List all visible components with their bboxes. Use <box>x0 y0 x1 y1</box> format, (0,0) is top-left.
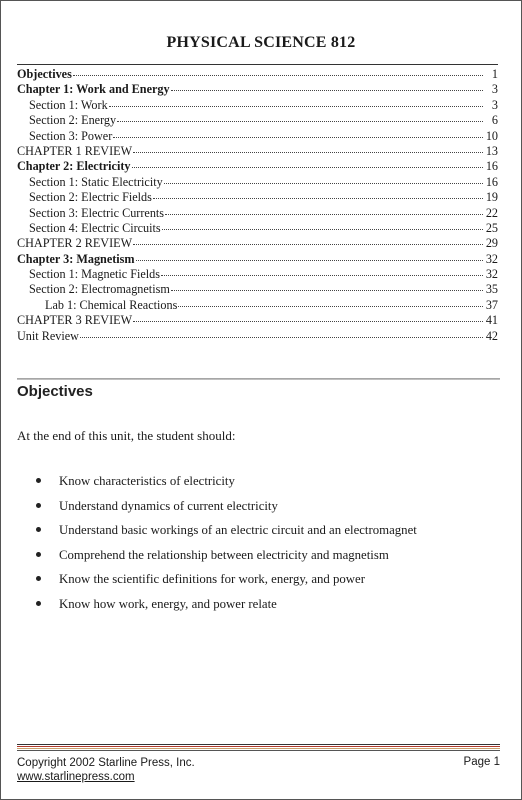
bullet-icon <box>36 552 41 557</box>
toc-label: Section 1: Static Electricity <box>29 174 163 189</box>
toc-page-number: 10 <box>485 128 498 143</box>
toc-row-chapter-2[interactable] <box>17 158 498 173</box>
bullet-icon <box>36 576 41 581</box>
footer-rule <box>17 746 500 747</box>
toc-label: CHAPTER 1 REVIEW <box>17 143 133 158</box>
objective-text: Know the scientific definitions for work, energy, and power <box>59 572 365 587</box>
toc-row-ch2-section-3[interactable] <box>17 205 498 220</box>
footer-rule <box>17 750 500 751</box>
dot-leader <box>153 189 483 199</box>
toc-page-number: 13 <box>485 143 498 158</box>
toc-row-chapter-1[interactable] <box>17 81 498 96</box>
toc-row-unit-review[interactable] <box>17 328 498 343</box>
objectives-list <box>36 471 417 619</box>
toc-page-number: 35 <box>485 282 498 297</box>
toc-page-number: 19 <box>485 190 498 205</box>
dot-leader <box>73 66 483 76</box>
dot-leader <box>162 220 483 230</box>
toc-label: Chapter 3: Magnetism <box>17 251 135 266</box>
dot-leader <box>171 281 483 291</box>
dot-leader <box>109 97 483 107</box>
list-item <box>36 496 417 521</box>
dot-leader <box>133 312 483 322</box>
toc-page-number: 16 <box>485 159 498 174</box>
toc-label: Section 1: Work <box>29 97 108 112</box>
objective-text: Understand basic workings of an electric circuit and an electromagnet <box>59 523 417 538</box>
toc-page-number: 3 <box>491 82 498 97</box>
toc-page-number: 32 <box>485 267 498 282</box>
website-link[interactable]: www.starlinepress.com <box>17 771 135 783</box>
objectives-intro: At the end of this unit, the student should: <box>17 428 236 443</box>
toc-row-ch2-section-4[interactable] <box>17 220 498 235</box>
toc-page-number: 29 <box>485 236 498 251</box>
toc-page-number: 16 <box>485 174 498 189</box>
toc-label: CHAPTER 2 REVIEW <box>17 236 133 251</box>
copyright-text: Copyright 2002 Starline Press, Inc. <box>17 757 195 769</box>
document-title: PHYSICAL SCIENCE 812 <box>166 34 356 51</box>
toc-label: Section 3: Power <box>29 128 113 143</box>
toc-label: Section 3: Electric Currents <box>29 205 165 220</box>
bullet-icon <box>36 478 41 483</box>
list-item <box>36 545 417 570</box>
toc-row-ch3-section-1[interactable] <box>17 266 498 281</box>
section-divider <box>17 378 500 380</box>
list-item <box>36 520 417 545</box>
footer-rule <box>17 748 500 749</box>
dot-leader <box>80 328 483 338</box>
objective-text: Know characteristics of electricity <box>59 474 235 488</box>
dot-leader <box>133 143 483 153</box>
dot-leader <box>161 266 483 276</box>
toc-row-chapter-3[interactable] <box>17 251 498 266</box>
footer-rules <box>17 744 500 752</box>
objective-text: Understand dynamics of current electricity <box>59 498 278 513</box>
toc-label: Objectives <box>17 67 72 81</box>
toc-row-ch2-section-2[interactable] <box>17 189 498 204</box>
toc-page-number: 6 <box>491 113 498 128</box>
toc-page-number: 41 <box>485 313 498 328</box>
dot-leader <box>113 128 483 138</box>
dot-leader <box>117 112 483 122</box>
toc-page-number: 25 <box>485 220 498 235</box>
footer-left <box>17 756 195 784</box>
toc-page-number: 32 <box>485 251 498 266</box>
objective-text: Know how work, energy, and power relate <box>59 596 277 611</box>
toc-label: Chapter 1: Work and Energy <box>17 82 170 97</box>
list-item <box>36 569 417 594</box>
toc-row-ch1-section-2[interactable] <box>17 112 498 127</box>
toc-label: Section 2: Electromagnetism <box>29 282 170 297</box>
toc-row-chapter-2-review[interactable] <box>17 235 498 250</box>
toc-row-ch1-section-3[interactable] <box>17 128 498 143</box>
toc-page-number: 3 <box>491 97 498 112</box>
toc-label: Section 4: Electric Circuits <box>29 220 161 235</box>
dot-leader <box>165 205 483 215</box>
toc-label: CHAPTER 3 REVIEW <box>17 313 133 328</box>
dot-leader <box>178 297 483 307</box>
toc-label: Chapter 2: Electricity <box>17 159 131 174</box>
objective-text: Comprehend the relationship between electricity and magnetism <box>59 547 389 562</box>
dot-leader <box>136 251 483 261</box>
list-item <box>36 471 417 496</box>
toc-row-ch2-section-1[interactable] <box>17 174 498 189</box>
toc-top-rule <box>17 64 498 65</box>
list-item <box>36 594 417 619</box>
toc-page-number: 37 <box>485 297 498 312</box>
toc-row-objectives[interactable] <box>17 66 498 81</box>
toc-row-chapter-3-review[interactable] <box>17 312 498 327</box>
toc-row-ch3-lab-1[interactable] <box>17 297 498 312</box>
footer-rule <box>17 744 500 745</box>
bullet-icon <box>36 527 41 532</box>
table-of-contents <box>17 66 498 343</box>
dot-leader <box>133 235 483 245</box>
toc-label: Lab 1: Chemical Reactions <box>45 297 178 312</box>
toc-row-ch1-section-1[interactable] <box>17 97 498 112</box>
toc-label: Unit Review <box>17 328 79 343</box>
toc-page-number: 42 <box>485 328 498 343</box>
bullet-icon <box>36 503 41 508</box>
dot-leader <box>164 174 483 184</box>
toc-label: Section 2: Electric Fields <box>29 190 152 205</box>
dot-leader <box>171 81 483 91</box>
toc-row-ch3-section-2[interactable] <box>17 281 498 296</box>
toc-page-number: 22 <box>485 205 498 220</box>
toc-row-chapter-1-review[interactable] <box>17 143 498 158</box>
toc-label: Section 2: Energy <box>29 113 117 128</box>
toc-label: Section 1: Magnetic Fields <box>29 267 160 282</box>
page-number: Page 1 <box>463 756 500 768</box>
dot-leader <box>132 158 484 168</box>
objectives-heading: Objectives <box>17 383 93 400</box>
bullet-icon <box>36 601 41 606</box>
toc-page-number: 1 <box>491 67 498 81</box>
